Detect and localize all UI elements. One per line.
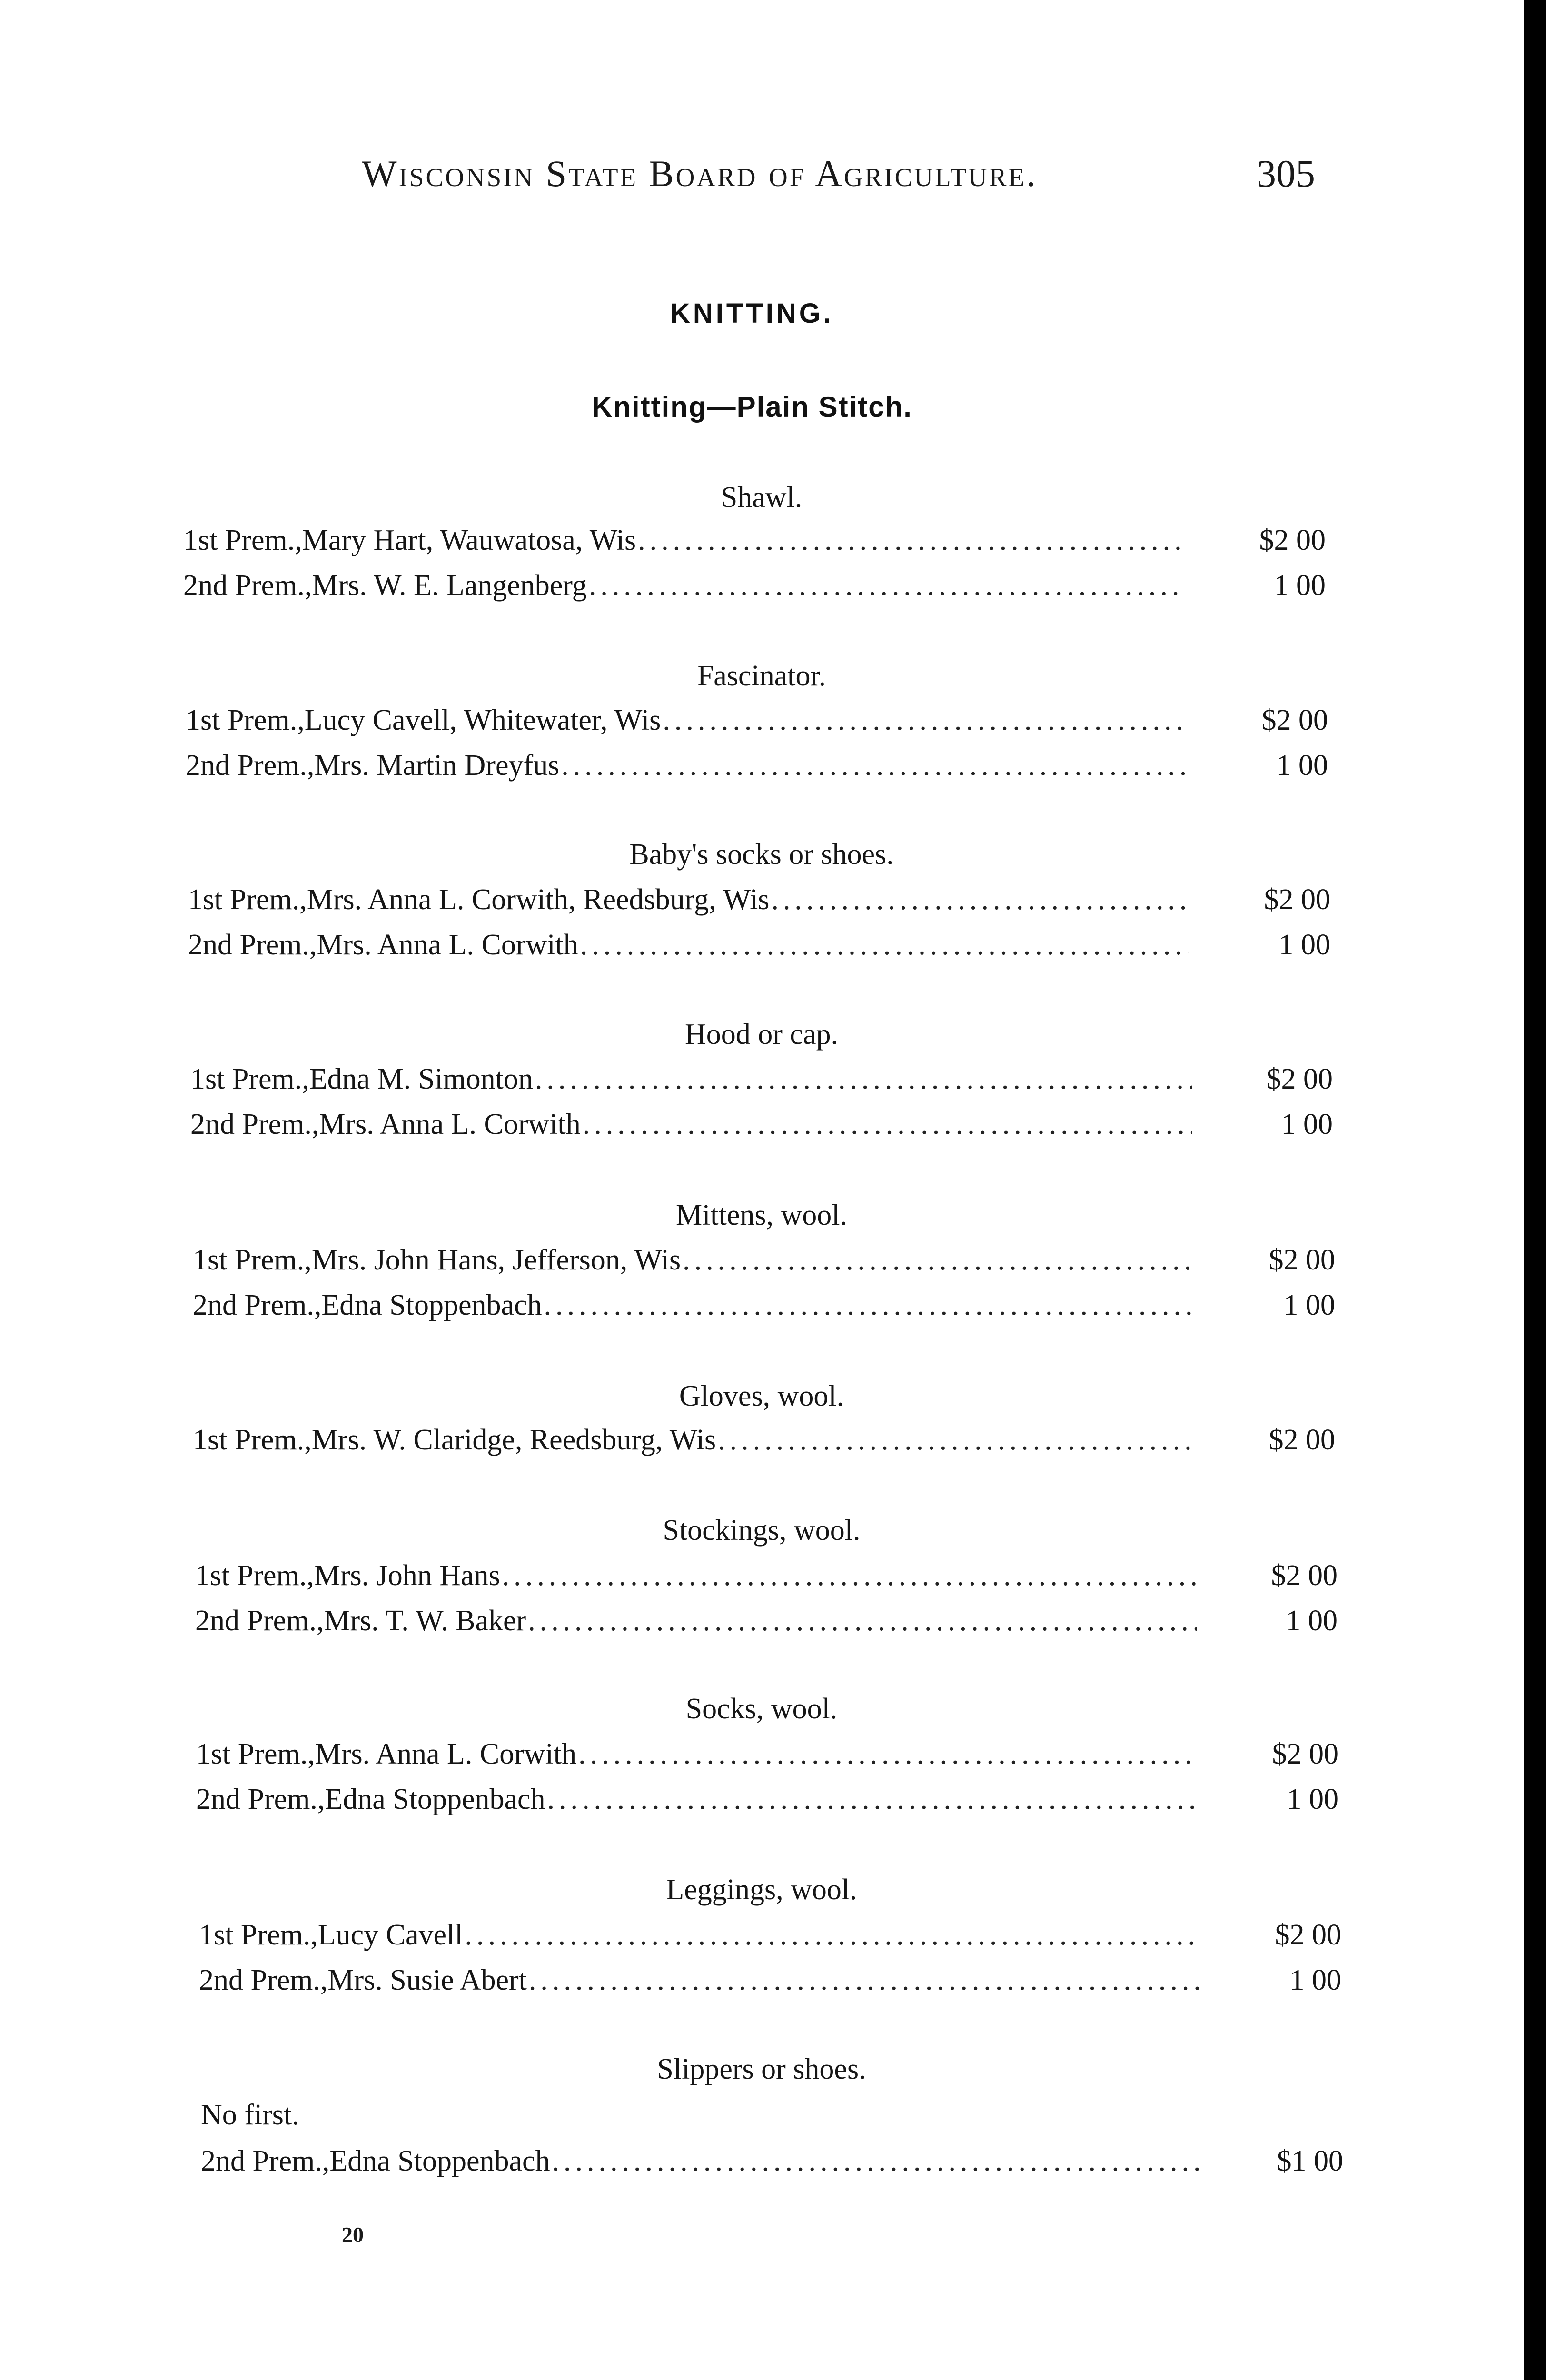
premium-entry [196,1737,1338,1771]
premium-rank: 1st Prem., [193,1424,312,1456]
premium-amount: 1 00 [1274,569,1326,602]
winner-name: Mrs. Anna L. Corwith [319,1108,581,1140]
premium-rank: 2nd Prem., [199,1964,328,1996]
dot-leader [544,1289,1194,1322]
winner-name: Mrs. John Hans [314,1559,500,1592]
premium-amount: $2 00 [1275,1919,1341,1951]
winner-name: Mrs. Anna L. Corwith [315,1738,577,1770]
winner-name: Edna Stoppenbach [321,1289,542,1321]
no-first-note: No first. [201,2099,299,2131]
category-heading: Leggings, wool. [666,1874,857,1906]
premium-entry [199,1918,1341,1952]
premium-rank: 2nd Prem., [195,1605,324,1637]
dot-leader [718,1423,1194,1457]
premium-entry [186,704,1328,737]
winner-name: Edna Stoppenbach [329,2145,550,2177]
printer-signature: 20 [342,2222,364,2247]
category-heading: Gloves, wool. [679,1380,844,1412]
premium-rank: 1st Prem., [193,1244,312,1276]
page-number: 305 [1257,152,1315,195]
premium-rank: 1st Prem., [188,883,307,916]
premium-amount: 1 00 [1276,749,1328,782]
winner-name: Mrs. John Hans, Jefferson, Wis [311,1244,681,1276]
premium-amount: $2 00 [1264,883,1330,916]
premium-entry [195,1559,1338,1593]
winner-name: Edna M. Simonton [309,1063,533,1095]
premium-amount: $2 00 [1261,704,1328,736]
premium-rank: 2nd Prem., [201,2145,330,2177]
premium-rank: 1st Prem., [190,1063,309,1095]
premium-rank: 2nd Prem., [196,1783,325,1815]
winner-name: Edna Stoppenbach [325,1783,545,1815]
winner-name: Mary Hart, Wauwatosa, Wis [302,524,636,556]
winner-name: Mrs. T. W. Baker [324,1605,526,1637]
premium-entry [190,1062,1333,1096]
premium-amount: 1 00 [1289,1964,1341,1996]
dot-leader [528,1604,1197,1638]
premium-entry [183,569,1326,603]
premium-amount: $2 00 [1259,524,1326,556]
premium-amount: $2 00 [1272,1738,1338,1770]
category-heading: Stockings, wool. [663,1514,861,1547]
winner-name: Mrs. Anna L. Corwith, Reedsburg, Wis [307,883,770,916]
scan-edge [1524,0,1546,2380]
dot-leader [561,749,1187,783]
dot-leader [552,2144,1202,2178]
winner-name: Lucy Cavell [317,1919,463,1951]
winner-name: Mrs. Susie Abert [327,1964,527,1996]
premium-entry [195,1604,1338,1638]
winner-name: Mrs. Anna L. Corwith [317,929,578,961]
premium-rank: 2nd Prem., [186,749,315,782]
premium-entry [186,749,1328,783]
premium-rank: 1st Prem., [186,704,305,736]
dot-leader [580,928,1189,962]
category-heading: Hood or cap. [685,1018,838,1051]
premium-amount: 1 00 [1278,929,1330,961]
premium-amount: $2 00 [1266,1063,1333,1095]
premium-entry [183,524,1326,557]
category-heading: Socks, wool. [685,1693,838,1725]
dot-leader [771,883,1189,917]
category-heading: Fascinator. [697,660,826,692]
dot-leader [465,1918,1200,1952]
category-heading: Mittens, wool. [676,1199,847,1231]
dot-leader [547,1783,1198,1816]
premium-entry [199,1964,1341,1997]
premium-rank: 1st Prem., [199,1919,318,1951]
premium-entry [193,1243,1335,1277]
premium-rank: 1st Prem., [195,1559,314,1592]
dot-leader [583,1108,1192,1141]
premium-entry [193,1289,1335,1322]
category-heading: Baby's socks or shoes. [629,838,894,871]
premium-rank: 2nd Prem., [188,929,317,961]
premium-amount: 1 00 [1287,1783,1338,1815]
category-heading: Shawl. [721,481,803,514]
winner-name: Mrs. W. E. Langenberg [312,569,587,602]
premium-amount: $2 00 [1269,1424,1335,1456]
dot-leader [529,1964,1200,1997]
premium-rank: 2nd Prem., [193,1289,322,1321]
section-subtitle: Knitting—Plain Stitch. [592,391,912,423]
dot-leader [638,524,1185,557]
dot-leader [578,1737,1198,1771]
dot-leader [589,569,1185,603]
winner-name: Mrs. W. Claridge, Reedsburg, Wis [311,1424,716,1456]
premium-amount: $2 00 [1271,1559,1338,1592]
premium-entry [196,1783,1338,1816]
category-heading: Slippers or shoes. [657,2053,866,2085]
premium-entry [193,1423,1335,1457]
premium-amount: 1 00 [1283,1289,1335,1321]
premium-amount: 1 00 [1286,1605,1338,1637]
dot-leader [535,1062,1192,1096]
premium-amount: $1 00 [1277,2145,1343,2177]
running-head: Wisconsin State Board of Agriculture. [362,153,1038,194]
winner-name: Lucy Cavell, Whitewater, Wis [304,704,661,736]
premium-amount: $2 00 [1269,1244,1335,1276]
premium-entry [188,928,1330,962]
premium-entry [201,2144,1343,2178]
premium-rank: 2nd Prem., [183,569,312,602]
premium-entry [188,883,1330,917]
premium-entry [190,1108,1333,1141]
section-title: KNITTING. [670,298,834,329]
premium-rank: 1st Prem., [183,524,302,556]
dot-leader [502,1559,1197,1593]
premium-amount: 1 00 [1281,1108,1333,1140]
dot-leader [683,1243,1194,1277]
premium-rank: 2nd Prem., [190,1108,319,1140]
premium-rank: 1st Prem., [196,1738,315,1770]
dot-leader [663,704,1187,737]
winner-name: Mrs. Martin Dreyfus [314,749,560,782]
